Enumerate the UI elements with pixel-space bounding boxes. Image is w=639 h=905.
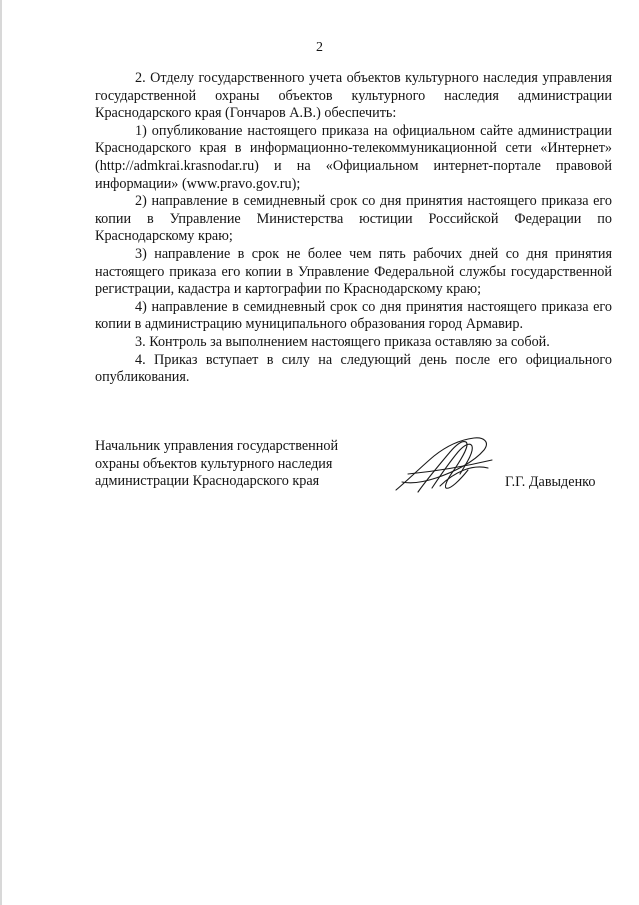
signatory-title-line: Начальник управления государственной: [95, 438, 339, 454]
paragraph-item-4: 4. Приказ вступает в силу на следующий день после его официального опубликования.: [95, 351, 612, 386]
paragraph-item-2: 2. Отделу государственного учета объектов культурного наследия управления государственной охраны объектов культурного наследия администрации Краснодарского края (Гончаров А.В.) обеспечить:: [95, 70, 612, 122]
signatory-name: Г.Г. Давыденко: [505, 474, 596, 490]
signatory-title-line: администрации Краснодарского края: [95, 473, 320, 490]
paragraph-subitem-2: 2) направление в семидневный срок со дня принятия настоящего приказа его копии в Управление Министерства юстиции Российской Федерации по Краснодарскому краю;: [95, 193, 612, 245]
handwritten-signature: [388, 430, 498, 500]
paragraph-item-3: 3. Контроль за выполнением настоящего приказа оставляю за собой.: [135, 333, 550, 350]
order-body: [95, 70, 612, 387]
paragraph-subitem-1: 1) опубликование настоящего приказа на официальном сайте администрации Краснодарского края в информационно-телекоммуникационной сети «Интернет» (http://admkrai.krasnodar.ru) и на «Официальном интернет-портале правовой информации» (www.pravo.gov.ru);: [95, 122, 612, 192]
signatory-title-line: охраны объектов культурного наследия: [95, 455, 333, 472]
scan-edge: [0, 0, 2, 905]
page-number: 2: [316, 40, 323, 55]
paragraph-subitem-4: 4) направление в семидневный срок со дня принятия настоящего приказа его копии в администрацию муниципального образования город Армавир.: [95, 298, 612, 333]
paragraph-subitem-3: 3) направление в срок не более чем пять рабочих дней со дня принятия настоящего приказа его копии в Управление Федеральной службы государственной регистрации, кадастра и картографии по Краснодарскому краю;: [95, 245, 612, 298]
signatory-title: [95, 438, 355, 491]
